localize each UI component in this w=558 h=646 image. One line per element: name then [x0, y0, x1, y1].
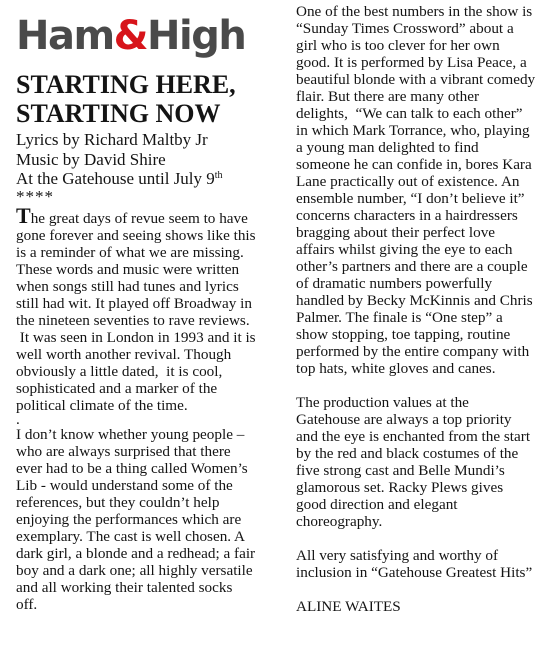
text-line: [296, 309, 548, 326]
right-body-text: [296, 3, 548, 615]
text-line: [296, 258, 548, 275]
text-line-content: concerns characters in a hairdressers: [296, 207, 518, 224]
text-line-content: a young man delighted to find: [296, 139, 479, 156]
text-line-content: “Sunday Times Crossword” about a: [296, 20, 514, 37]
star-rating: ****: [16, 186, 54, 206]
text-line: [16, 202, 286, 228]
paragraph-gap: [296, 377, 548, 394]
text-line-content: other’s partners and there are a couple: [296, 258, 528, 275]
paragraph-young-people: [16, 426, 286, 613]
stray-dot: .: [16, 410, 20, 428]
text-line: [16, 227, 286, 244]
author-byline: ALINE WAITES: [296, 598, 401, 615]
text-line-content: show stopping, toe tapping, routine: [296, 326, 511, 343]
text-line: [16, 397, 286, 414]
text-line-content: good direction and elegant: [296, 496, 458, 513]
text-line-content: good. It is performed by Lisa Peace, a: [296, 54, 527, 71]
text-line: [296, 54, 548, 71]
text-line-content: sophisticated and a marker of the: [16, 379, 218, 397]
text-line-content: the nineteen seventies to rave reviews.: [16, 311, 250, 329]
text-line-content: in which Mark Torrance, who, playing: [296, 122, 530, 139]
paragraph-intro: [16, 202, 286, 414]
text-line: [296, 139, 548, 156]
text-line-content: exemplary. The cast is well chosen. A: [16, 527, 246, 545]
text-line-content: someone he can confide in, bores Kara: [296, 156, 532, 173]
text-line: [296, 496, 548, 513]
text-line: [16, 261, 286, 278]
paragraph-numbers: [296, 3, 548, 377]
text-line: [16, 562, 286, 579]
text-line-content: Lane practically out of existence. An: [296, 173, 520, 190]
text-line-content: top hats, white gloves and canes.: [296, 360, 496, 377]
text-line-content: and the eye is enchanted from the start: [296, 428, 531, 445]
text-line: [16, 380, 286, 397]
text-line: [16, 596, 286, 613]
masthead-ampersand: &: [113, 13, 148, 59]
text-line: [296, 105, 548, 122]
text-line: [296, 241, 548, 258]
masthead-ham: Ham: [16, 13, 114, 59]
text-line: [16, 426, 286, 443]
text-line-content: Gatehouse are always a top priority: [296, 411, 512, 428]
text-line-content: five strong cast and Belle Mundi’s: [296, 462, 505, 479]
text-line-content: who are always surprised that there: [16, 442, 231, 460]
text-line: [296, 20, 548, 37]
text-line: [296, 190, 548, 207]
masthead-high: High: [147, 13, 246, 59]
text-line: [16, 363, 286, 380]
text-line-content: when songs still had tunes and lyrics: [16, 277, 239, 295]
text-line: [296, 479, 548, 496]
text-line-content: handled by Becky McKinnis and Chris: [296, 292, 533, 309]
text-line-content: bragging about their perfect love: [296, 224, 496, 241]
text-line-content: These words and music were written: [16, 260, 240, 278]
text-line: [296, 71, 548, 88]
venue-dates: [16, 169, 286, 189]
text-line-content: All very satisfying and worthy of: [296, 547, 499, 564]
text-line: [296, 292, 548, 309]
paragraph-production: [296, 394, 548, 530]
lyrics-credit: Lyrics by Richard Maltby Jr: [16, 130, 208, 149]
text-line: [16, 295, 286, 312]
text-line: [296, 326, 548, 343]
text-line: [296, 3, 548, 20]
text-line-content: obviously a little dated, it is cool,: [16, 362, 223, 380]
text-line: [16, 278, 286, 295]
text-line-content: well worth another revival. Though: [16, 345, 232, 363]
show-credits: [16, 130, 286, 189]
paragraph-gap: [296, 530, 548, 547]
text-line: [16, 443, 286, 460]
text-line: [16, 579, 286, 596]
text-line: [296, 428, 548, 445]
text-line-content: enjoying the performances which are: [16, 510, 242, 528]
text-line: [16, 346, 286, 363]
text-line: [296, 37, 548, 54]
text-line: [296, 173, 548, 190]
text-line: [16, 545, 286, 562]
text-line-content: beautiful blonde with a vibrant comedy: [296, 71, 536, 88]
text-line: [296, 88, 548, 105]
left-column: [16, 14, 286, 613]
text-line: [16, 460, 286, 477]
text-line: [296, 360, 548, 377]
text-line-content: still had wit. It played off Broadway in: [16, 294, 252, 312]
text-line-content: affairs whilst giving the eye to each: [296, 241, 513, 258]
text-line: [16, 528, 286, 545]
left-body-text: [16, 202, 286, 613]
text-line-content: ever had to be a thing called Women’s: [16, 459, 248, 477]
text-line: [296, 445, 548, 462]
text-line-content: by the red and black costumes of the: [296, 445, 519, 462]
paragraph-conclusion: [296, 547, 548, 581]
text-line-content: inclusion in “Gatehouse Greatest Hits”: [296, 564, 533, 581]
text-line-content: gone forever and seeing shows like this: [16, 226, 256, 244]
music-credit: Music by David Shire: [16, 149, 166, 169]
text-line: [296, 224, 548, 241]
text-line: [296, 207, 548, 224]
text-line-content: is a reminder of what we are missing.: [16, 243, 244, 261]
text-line: [16, 329, 286, 346]
text-line-content: Lib - would understand some of the: [16, 476, 233, 494]
text-line-content: I don’t know whether young people –: [16, 425, 245, 443]
text-line-content: flair. But there are many other: [296, 88, 480, 105]
text-line-content: references, but they couldn’t help: [16, 493, 220, 511]
text-line: [296, 564, 548, 581]
text-line-content: delights, “We can talk to each other”: [296, 105, 523, 122]
venue-text: At the Gatehouse until July 9: [16, 169, 215, 188]
text-line-content: Palmer. The finale is “One step” a: [296, 309, 503, 326]
text-line: [296, 547, 548, 564]
text-line-content: of dramatic numbers powerfully: [296, 275, 493, 292]
text-line-content: girl who is too clever for her own: [296, 37, 500, 54]
text-line: [296, 122, 548, 139]
text-line-content: One of the best numbers in the show is: [296, 3, 533, 20]
text-line: [296, 513, 548, 530]
text-line: [16, 494, 286, 511]
text-line: [296, 275, 548, 292]
text-line: [296, 462, 548, 479]
headline-line: STARTING HERE,: [16, 70, 236, 99]
review-headline: [16, 70, 286, 128]
text-line-content: performed by the entire company with: [296, 343, 530, 360]
right-column: [296, 3, 548, 615]
text-line: [16, 511, 286, 528]
masthead-logo: [16, 14, 286, 58]
text-line-content: he great days of revue seem to have: [30, 209, 248, 227]
text-line-content: dark girl, a blonde and a redhead; a fair: [16, 544, 256, 562]
text-line: [16, 477, 286, 494]
text-line-content: and all working their talented socks: [16, 578, 233, 596]
text-line-content: political climate of the time.: [16, 396, 188, 414]
text-line: [296, 411, 548, 428]
text-line: [16, 312, 286, 329]
text-line: [296, 343, 548, 360]
text-line-content: The production values at the: [296, 394, 469, 411]
text-line: [296, 156, 548, 173]
text-line: [16, 244, 286, 261]
headline-line: STARTING NOW: [16, 99, 221, 128]
text-line-content: choreography.: [296, 513, 383, 530]
text-line-content: ensemble number, “I don’t believe it”: [296, 190, 525, 207]
drop-cap: T: [16, 202, 31, 228]
text-line-content: glamorous set. Racky Plews gives: [296, 479, 504, 496]
text-line-content: off.: [16, 595, 38, 613]
text-line: [296, 394, 548, 411]
text-line-content: boy and a dark one; all highly versatile: [16, 561, 253, 579]
date-suffix: th: [214, 170, 223, 181]
text-line-content: It was seen in London in 1993 and it is: [16, 328, 256, 346]
paragraph-gap: [296, 581, 548, 598]
